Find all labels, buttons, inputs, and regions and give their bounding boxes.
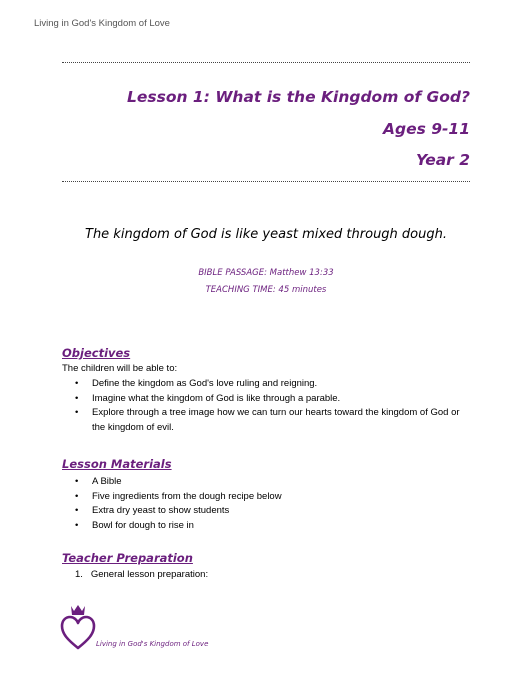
footer-text: Living in God's Kingdom of Love [96, 640, 209, 648]
ages-label: Ages 9-11 [382, 120, 470, 138]
list-item: • Extra dry yeast to show students [62, 504, 470, 519]
bullet-icon: • [75, 519, 79, 531]
materials-list [62, 475, 470, 533]
list-item: • A Bible [62, 475, 470, 490]
key-verse-quote: The kingdom of God is like yeast mixed through dough. [85, 227, 447, 242]
bullet-icon: • [75, 490, 79, 502]
bullet-icon: • [75, 407, 79, 419]
list-item: • Five ingredients from the dough recipe below [62, 490, 470, 505]
bullet-icon: • [75, 505, 79, 517]
bullet-icon: • [75, 392, 79, 404]
teaching-time: TEACHING TIME: 45 minutes [205, 285, 327, 295]
running-header: Living in God's Kingdom of Love [34, 18, 170, 29]
bible-passage: BIBLE PASSAGE: Matthew 13:33 [198, 268, 334, 278]
materials-heading: Lesson Materials [62, 457, 172, 471]
bullet-icon: • [75, 476, 79, 487]
year-label: Year 2 [415, 151, 470, 169]
lesson-title: Lesson 1: What is the Kingdom of God? [127, 88, 470, 106]
list-item: • Bowl for dough to rise in [62, 519, 470, 534]
bullet-icon: • [75, 378, 79, 389]
objectives-heading: Objectives [62, 346, 131, 360]
crown-heart-icon [60, 604, 96, 650]
preparation-heading: Teacher Preparation [62, 551, 193, 565]
list-item: 1. General lesson preparation: [75, 569, 209, 580]
objectives-intro: The children will be able to: [62, 363, 178, 374]
objectives-list [62, 377, 470, 435]
list-item: • Define the kingdom as God's love ruling and reigning. [62, 377, 470, 392]
divider-top [62, 62, 470, 63]
divider-bottom [62, 181, 470, 182]
list-item: • Explore through a tree image how we can turn our hearts toward the kingdom of God or the kingdom of evil. [75, 407, 460, 433]
list-item: • Imagine what the kingdom of God is like through a parable. [62, 392, 470, 407]
